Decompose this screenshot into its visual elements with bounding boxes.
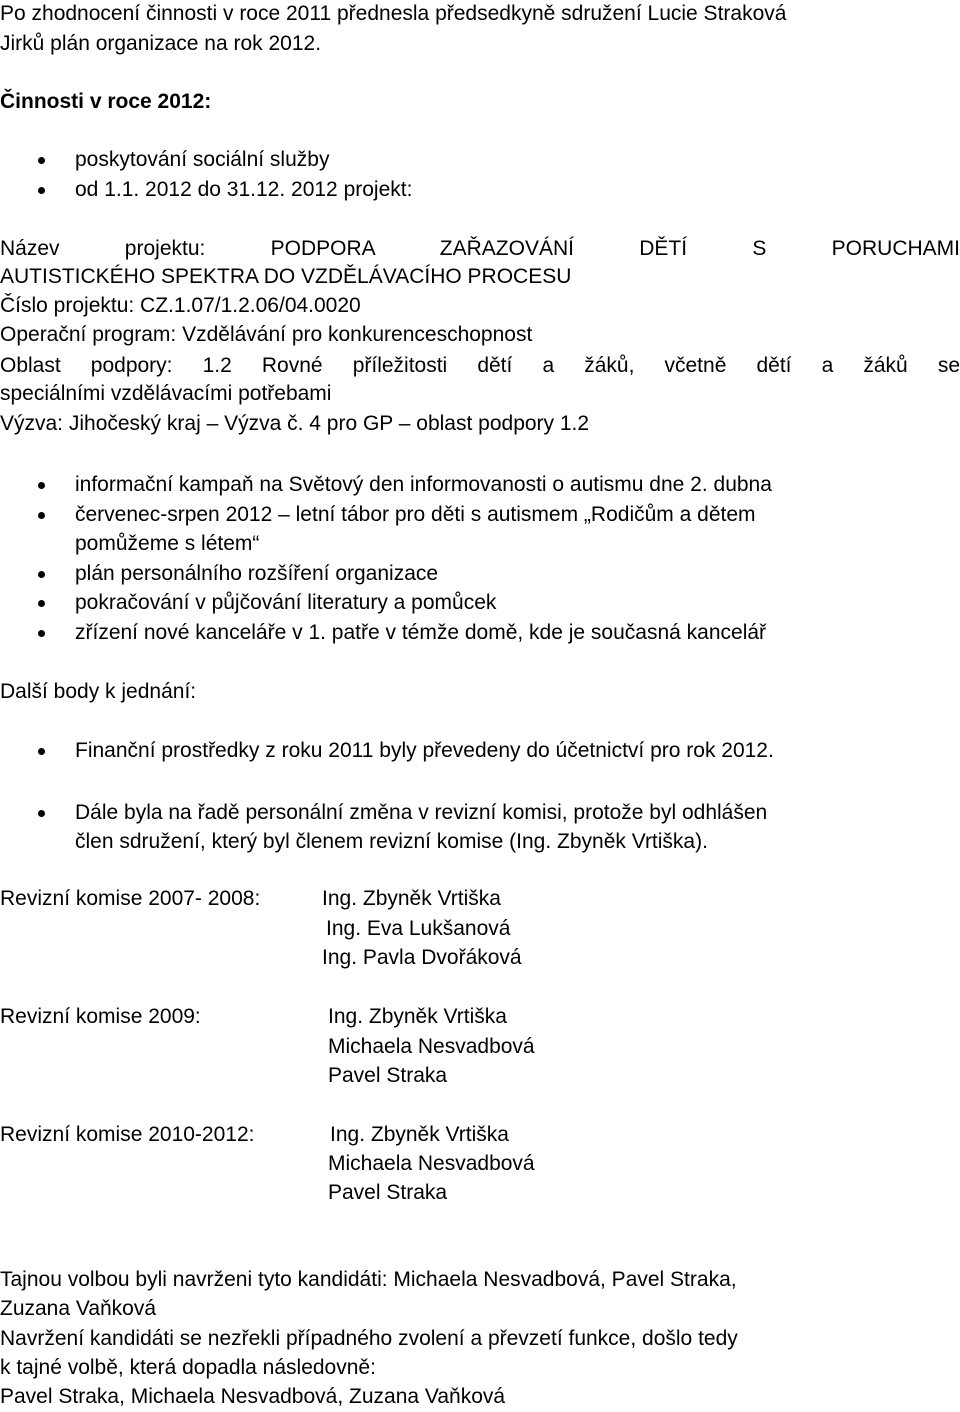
commission-member: Ing. Pavla Dvořáková xyxy=(322,946,522,969)
commission-member: Michaela Nesvadbová xyxy=(328,1152,535,1175)
commission-member: Ing. Zbyněk Vrtiška xyxy=(322,887,501,910)
closing-line: Navržení kandidáti se nezřekli případného zvolení a převzetí funkce, došlo tedy xyxy=(0,1327,738,1350)
commission-label: Revizní komise 2010-2012: xyxy=(0,1123,255,1146)
commission-member: Pavel Straka xyxy=(328,1181,448,1204)
bullet-icon xyxy=(38,482,45,489)
closing-line: Pavel Straka, Michaela Nesvadbová, Zuzana Vaňková xyxy=(0,1385,506,1408)
bullet-icon xyxy=(38,512,45,519)
bullet-icon xyxy=(38,810,45,817)
commission-label: Revizní komise 2009: xyxy=(0,1005,201,1028)
commission-member: Michaela Nesvadbová xyxy=(328,1035,535,1058)
commission-label: Revizní komise 2007- 2008: xyxy=(0,887,261,910)
intro-line-2: Jirků plán organizace na rok 2012. xyxy=(0,32,322,55)
closing-line: Zuzana Vaňková xyxy=(0,1297,157,1320)
project-area-line-2: speciálními vzdělávacími potřebami xyxy=(0,382,332,405)
closing-line: k tajné volbě, která dopadla následovně: xyxy=(0,1356,376,1379)
activity-item: poskytování sociální služby xyxy=(75,148,330,171)
intro-line-1: Po zhodnocení činnosti v roce 2011 přednesla předsedkyně sdružení Lucie Straková xyxy=(0,2,787,25)
other-point-item-continued: člen sdružení, který byl členem revizní komise (Ing. Zbyněk Vrtiška). xyxy=(75,830,708,853)
plan-item-continued: pomůžeme s létem“ xyxy=(75,532,260,555)
closing-line: Tajnou volbou byli navrženi tyto kandidáti: Michaela Nesvadbová, Pavel Straka, xyxy=(0,1268,737,1291)
project-program: Operační program: Vzdělávání pro konkurenceschopnost xyxy=(0,323,533,346)
project-name-line-1: Název projektu: PODPORA ZAŘAZOVÁNÍ DĚTÍ S PORUCHAMI xyxy=(0,237,960,260)
bullet-icon xyxy=(38,571,45,578)
bullet-icon xyxy=(38,748,45,755)
bullet-icon xyxy=(38,187,45,194)
commission-member: Ing. Eva Lukšanová xyxy=(326,917,511,940)
commission-member: Pavel Straka xyxy=(328,1064,448,1087)
commission-member: Ing. Zbyněk Vrtiška xyxy=(328,1005,507,1028)
plan-item: informační kampaň na Světový den informovanosti o autismu dne 2. dubna xyxy=(75,473,772,496)
bullet-icon xyxy=(38,630,45,637)
bullet-icon xyxy=(38,157,45,164)
plan-item: zřízení nové kanceláře v 1. patře v témže domě, kde je současná kancelář xyxy=(75,621,767,644)
plan-item: červenec-srpen 2012 – letní tábor pro děti s autismem „Rodičům a dětem xyxy=(75,503,756,526)
other-point-item: Dále byla na řadě personální změna v revizní komisi, protože byl odhlášen xyxy=(75,801,768,824)
activity-item: od 1.1. 2012 do 31.12. 2012 projekt: xyxy=(75,178,413,201)
other-point-item: Finanční prostředky z roku 2011 byly převedeny do účetnictví pro rok 2012. xyxy=(75,739,774,762)
activities-heading: Činnosti v roce 2012: xyxy=(0,90,212,113)
project-number: Číslo projektu: CZ.1.07/1.2.06/04.0020 xyxy=(0,294,361,317)
commission-member: Ing. Zbyněk Vrtiška xyxy=(330,1123,509,1146)
bullet-icon xyxy=(38,600,45,607)
project-area-line-1: Oblast podpory: 1.2 Rovné příležitosti dětí a žáků, včetně dětí a žáků se xyxy=(0,354,960,377)
plan-item: pokračování v půjčování literatury a pomůcek xyxy=(75,591,497,614)
project-name-line-2: AUTISTICKÉHO SPEKTRA DO VZDĚLÁVACÍHO PROCESU xyxy=(0,265,572,288)
other-points-heading: Další body k jednání: xyxy=(0,680,197,703)
project-call: Výzva: Jihočeský kraj – Výzva č. 4 pro GP – oblast podpory 1.2 xyxy=(0,412,590,435)
plan-item: plán personálního rozšíření organizace xyxy=(75,562,439,585)
